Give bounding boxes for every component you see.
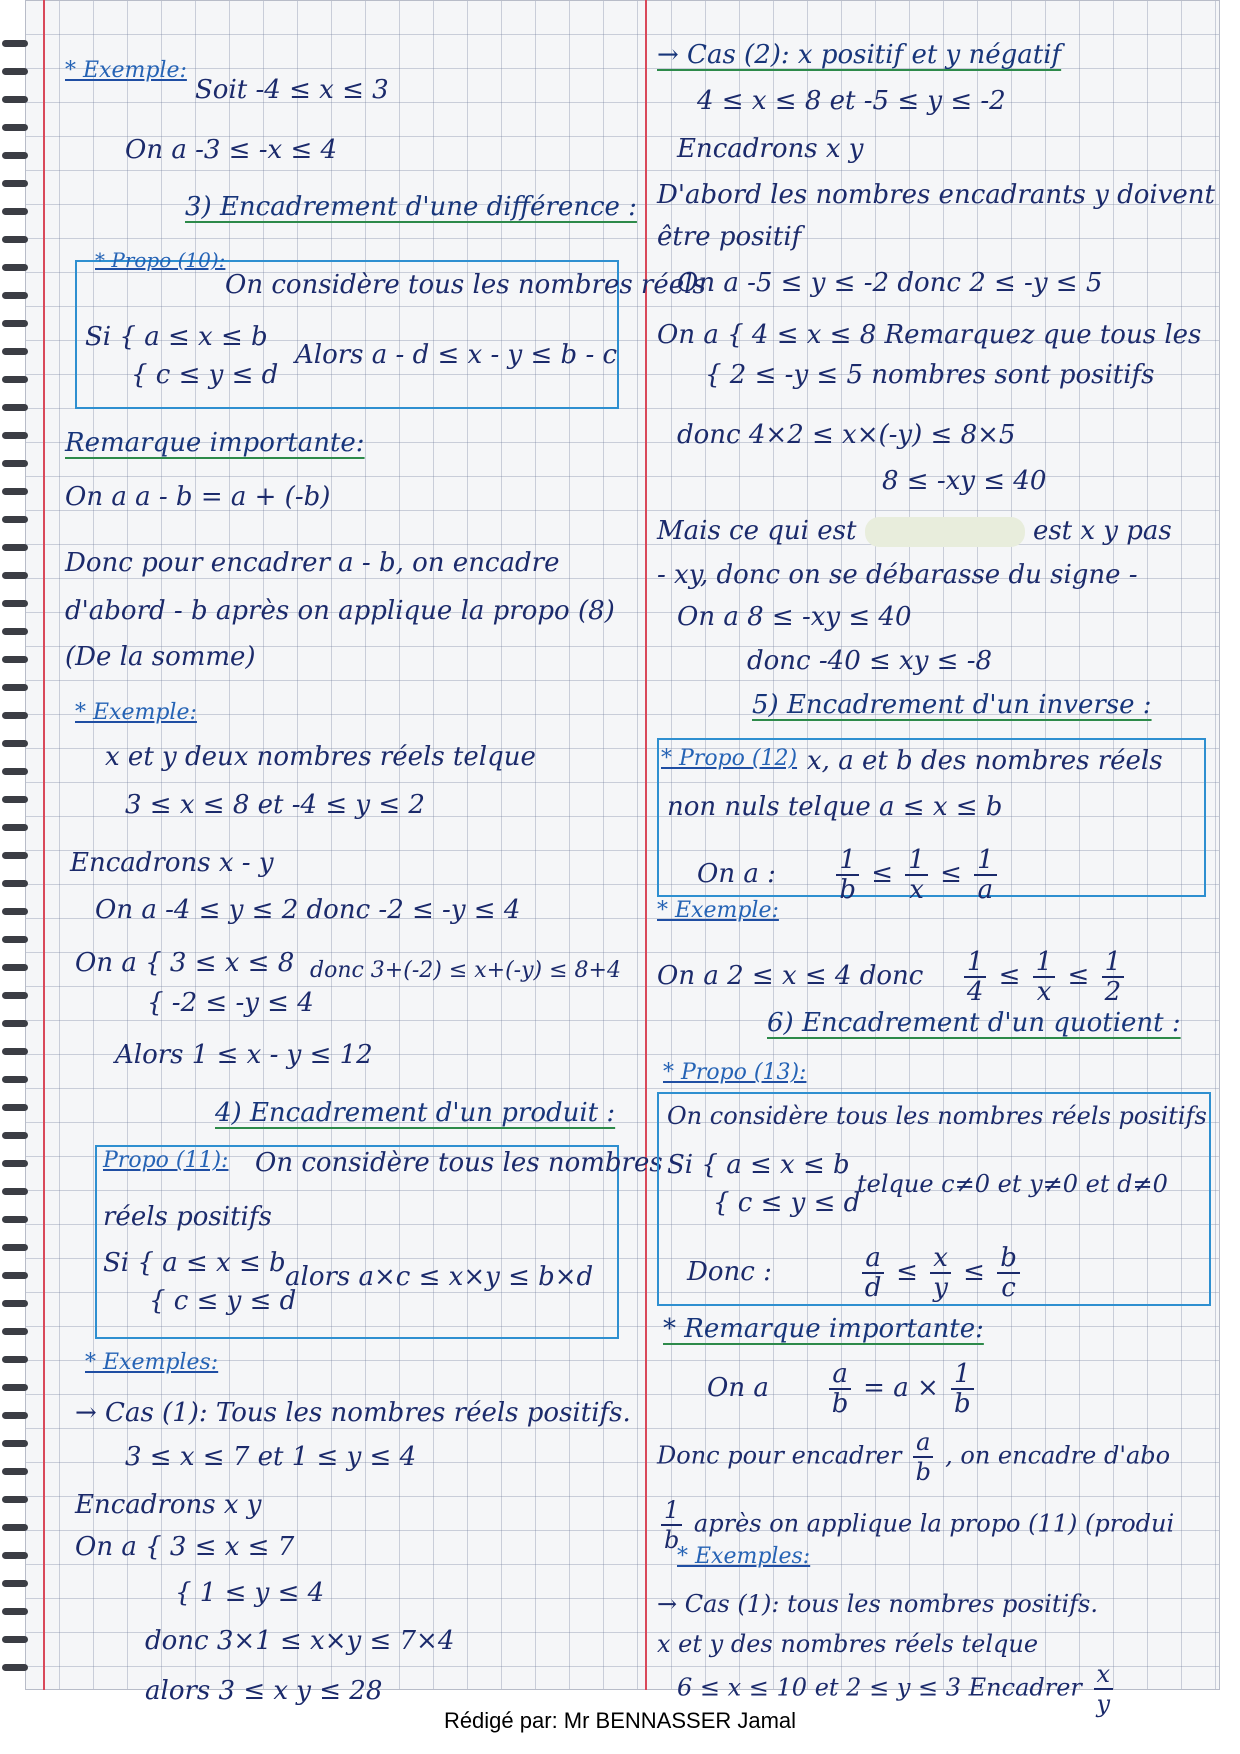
property-label: * Propo (10): [95,248,226,272]
remark-text: On a [707,1373,769,1403]
remark-title: Remarque importante: [65,428,365,458]
spiral-ring [2,712,28,719]
case-line: 4 ≤ x ≤ 8 et -5 ≤ y ≤ -2 [697,86,1006,116]
spiral-ring [2,1160,28,1167]
spiral-ring [2,1440,28,1447]
property-text: Alors a - d ≤ x - y ≤ b - c [295,340,618,370]
remark-text: après on applique la propo (11) (produi [693,1509,1175,1538]
spiral-ring [2,1188,28,1195]
spiral-ring [2,1468,28,1475]
property-text: Si { a ≤ x ≤ b [85,322,268,352]
property-text: Donc : [687,1257,772,1287]
remark-line [657,1428,1170,1486]
example-label: * Exemple: [75,700,197,725]
example-label: * Exemple: [65,58,187,83]
spiral-ring [2,852,28,859]
spiral-ring [2,908,28,915]
property-label: Propo (11): [103,1148,229,1173]
example-line: donc 3×1 ≤ x×y ≤ 7×4 [145,1626,455,1656]
remark-line: d'abord - b après on applique la propo (8) [65,596,615,626]
example-line: 3 ≤ x ≤ 7 et 1 ≤ y ≤ 4 [125,1442,417,1472]
footer-author: Rédigé par: Mr BENNASSER Jamal [443,1708,797,1733]
spiral-ring [2,544,28,551]
section-heading: 3) Encadrement d'une différence : [185,192,637,222]
property-text: non nuls telque a ≤ x ≤ b [667,792,1003,822]
spiral-ring [2,264,28,271]
spiral-ring [2,40,28,47]
spiral-ring [2,320,28,327]
spiral-ring [2,236,28,243]
section-heading: 4) Encadrement d'un produit : [215,1098,616,1128]
remark-text: Donc pour encadrer [657,1441,902,1470]
spiral-ring [2,992,28,999]
example-line: → Cas (1): tous les nombres positifs. [657,1590,1098,1618]
case-line: { 2 ≤ -y ≤ 5 nombres sont positifs [705,360,1155,390]
remark-title: * Remarque importante: [663,1314,984,1344]
example-line: On a { 3 ≤ x ≤ 7 [75,1532,295,1562]
spiral-ring [2,936,28,943]
fraction: $\frac{1}{b}$ [836,846,859,904]
case-line [657,516,1172,547]
case-text: est x y pas [1032,516,1172,546]
spiral-ring [2,796,28,803]
case-text: Mais ce qui est [657,516,857,546]
case-line: D'abord les nombres encadrants y doivent [657,180,1215,210]
spiral-ring [2,628,28,635]
spiral-ring [2,376,28,383]
spiral-ring [2,1272,28,1279]
property-text: telque c≠0 et y≠0 et d≠0 [857,1170,1168,1198]
spiral-ring [2,1636,28,1643]
spiral-ring [2,1244,28,1251]
example-line: On a 2 ≤ x ≤ 4 donc $\frac{1}{4}$ ≤ $\frac{1}{x}$ ≤ $\frac{1}{2}$ [657,948,1128,1006]
case-line: donc 4×2 ≤ x×(-y) ≤ 8×5 [677,420,1016,450]
example-line: → Cas (1): Tous les nombres réels positifs. [75,1398,631,1428]
property-text: { c ≤ y ≤ d [713,1188,861,1218]
spiral-ring [2,740,28,747]
section-heading: 6) Encadrement d'un quotient : [767,1008,1181,1038]
section-heading: 5) Encadrement d'un inverse : [752,690,1152,720]
example-text: On a 2 ≤ x ≤ 4 donc [657,961,924,991]
case-line: - xy, donc on se débarasse du signe - [657,560,1138,590]
spiral-ring [2,1076,28,1083]
spiral-ring [2,1524,28,1531]
example-line: alors 3 ≤ x y ≤ 28 [145,1676,383,1706]
spiral-ring [2,824,28,831]
spiral-ring [2,1216,28,1223]
fraction: $\frac{1}{b}$ [661,1496,682,1554]
example-line: 3 ≤ x ≤ 8 et -4 ≤ y ≤ 2 [125,790,425,820]
property-text: Si { a ≤ x ≤ b [103,1248,286,1278]
property-text: On a : [697,859,776,889]
spiral-ring [2,1104,28,1111]
spiral-ring [2,1552,28,1559]
property-text: On considère tous les nombres [255,1148,663,1178]
property-text: { c ≤ y ≤ d [131,360,279,390]
spiral-ring [2,1356,28,1363]
spiral-ring [2,432,28,439]
spiral-ring [2,488,28,495]
example-line: On a -3 ≤ -x ≤ 4 [125,135,338,165]
example-line: Encadrons x y [75,1490,262,1520]
example-label: * Exemples: [677,1544,811,1569]
fraction: $\frac{1}{x}$ [905,846,928,904]
spiral-ring [2,152,28,159]
fraction: $\frac{1}{2}$ [1102,948,1125,1006]
spiral-ring [2,124,28,131]
example-line: Alors 1 ≤ x - y ≤ 12 [115,1040,373,1070]
spiral-ring [2,348,28,355]
example-label: * Exemple: [657,898,779,923]
spiral-ring [2,1300,28,1307]
remark-line [707,1360,978,1418]
property-text: Si { a ≤ x ≤ b [667,1150,850,1180]
fraction: $\frac{1}{4}$ [964,948,987,1006]
example-line: x et y deux nombres réels telque [105,742,536,772]
spiral-ring [2,180,28,187]
remark-line: Donc pour encadrer a - b, on encadre [65,548,560,578]
spiral-ring [2,600,28,607]
spiral-ring [2,1608,28,1615]
fraction: $\frac{a}{d}$ [862,1244,884,1302]
fraction: $\frac{1}{a}$ [974,846,997,904]
case-line: On a 8 ≤ -xy ≤ 40 [677,602,912,632]
fraction: $\frac{1}{x}$ [1033,948,1056,1006]
example-line: donc 3+(-2) ≤ x+(-y) ≤ 8+4 [310,958,621,983]
example-label: * Exemples: [85,1350,219,1375]
center-margin-line [645,0,647,1690]
property-text: x, a et b des nombres réels [807,746,1163,776]
example-line: { -2 ≤ -y ≤ 4 [147,988,314,1018]
spiral-ring [2,460,28,467]
spiral-ring [2,292,28,299]
spiral-ring [2,684,28,691]
property-text: alors a×c ≤ x×y ≤ b×d [285,1262,594,1292]
remark-text: = a × [863,1373,939,1403]
spiral-ring [2,1020,28,1027]
case-title: → Cas (2): x positif et y négatif [657,40,1062,70]
example-line: { 1 ≤ y ≤ 4 [175,1578,325,1608]
remark-line: On a a - b = a + (-b) [65,482,331,512]
blurred-smudge [865,517,1025,547]
left-margin-line [43,0,45,1690]
fraction: $\frac{x}{y}$ [930,1244,951,1302]
case-line: On a -5 ≤ y ≤ -2 donc 2 ≤ -y ≤ 5 [677,268,1103,298]
spiral-ring [2,1496,28,1503]
fraction: $\frac{a}{b}$ [913,1428,933,1486]
property-text: On a : $\frac{1}{b}$ ≤ $\frac{1}{x}$ ≤ $\frac{1}{a}$ [697,846,1001,904]
property-label: * Propo (12) [661,746,798,771]
fraction: $\frac{1}{b}$ [951,1360,974,1418]
graph-paper [25,0,1220,1718]
example-line: x et y des nombres réels telque [657,1630,1039,1658]
fraction: $\frac{b}{c}$ [997,1244,1020,1302]
spiral-ring [2,96,28,103]
spiral-ring [2,516,28,523]
spiral-ring [2,572,28,579]
spiral-ring [2,964,28,971]
remark-text: , on encadre d'abo [945,1441,1171,1470]
case-line: 8 ≤ -xy ≤ 40 [882,466,1047,496]
spiral-ring [2,1328,28,1335]
spiral-ring [2,1132,28,1139]
property-label: * Propo (13): [663,1060,807,1085]
property-text: On considère tous les nombres réels positifs [667,1102,1207,1130]
spiral-ring [2,656,28,663]
spiral-ring [2,1664,28,1671]
spiral-ring [2,68,28,75]
case-line: être positif [657,222,802,252]
fraction: $\frac{x}{y}$ [1094,1660,1114,1718]
property-text: { c ≤ y ≤ d [149,1286,297,1316]
remark-line: (De la somme) [65,642,256,672]
spiral-ring [2,880,28,887]
spiral-ring [2,1384,28,1391]
spiral-ring [2,208,28,215]
spiral-ring [2,1048,28,1055]
spiral-ring [2,768,28,775]
case-line: donc -40 ≤ xy ≤ -8 [747,646,993,676]
case-line: On a { 4 ≤ x ≤ 8 Remarquez que tous les [657,320,1202,350]
example-line: Soit -4 ≤ x ≤ 3 [195,75,389,105]
property-text: On considère tous les nombres réels [225,270,706,300]
example-line: On a { 3 ≤ x ≤ 8 [75,948,295,978]
example-text: 6 ≤ x ≤ 10 et 2 ≤ y ≤ 3 Encadrer [677,1673,1082,1702]
property-text: Donc : $\frac{a}{d}$ ≤ $\frac{x}{y}$ ≤ $\frac{b}{c}$ [687,1244,1024,1302]
example-line: Encadrons x - y [70,848,274,878]
spiral-ring [2,1580,28,1587]
fraction: $\frac{a}{b}$ [829,1360,851,1418]
property-text: réels positifs [103,1202,272,1232]
example-line: On a -4 ≤ y ≤ 2 donc -2 ≤ -y ≤ 4 [95,895,521,925]
spiral-ring [2,404,28,411]
case-line: Encadrons x y [677,134,864,164]
spiral-ring [2,1412,28,1419]
